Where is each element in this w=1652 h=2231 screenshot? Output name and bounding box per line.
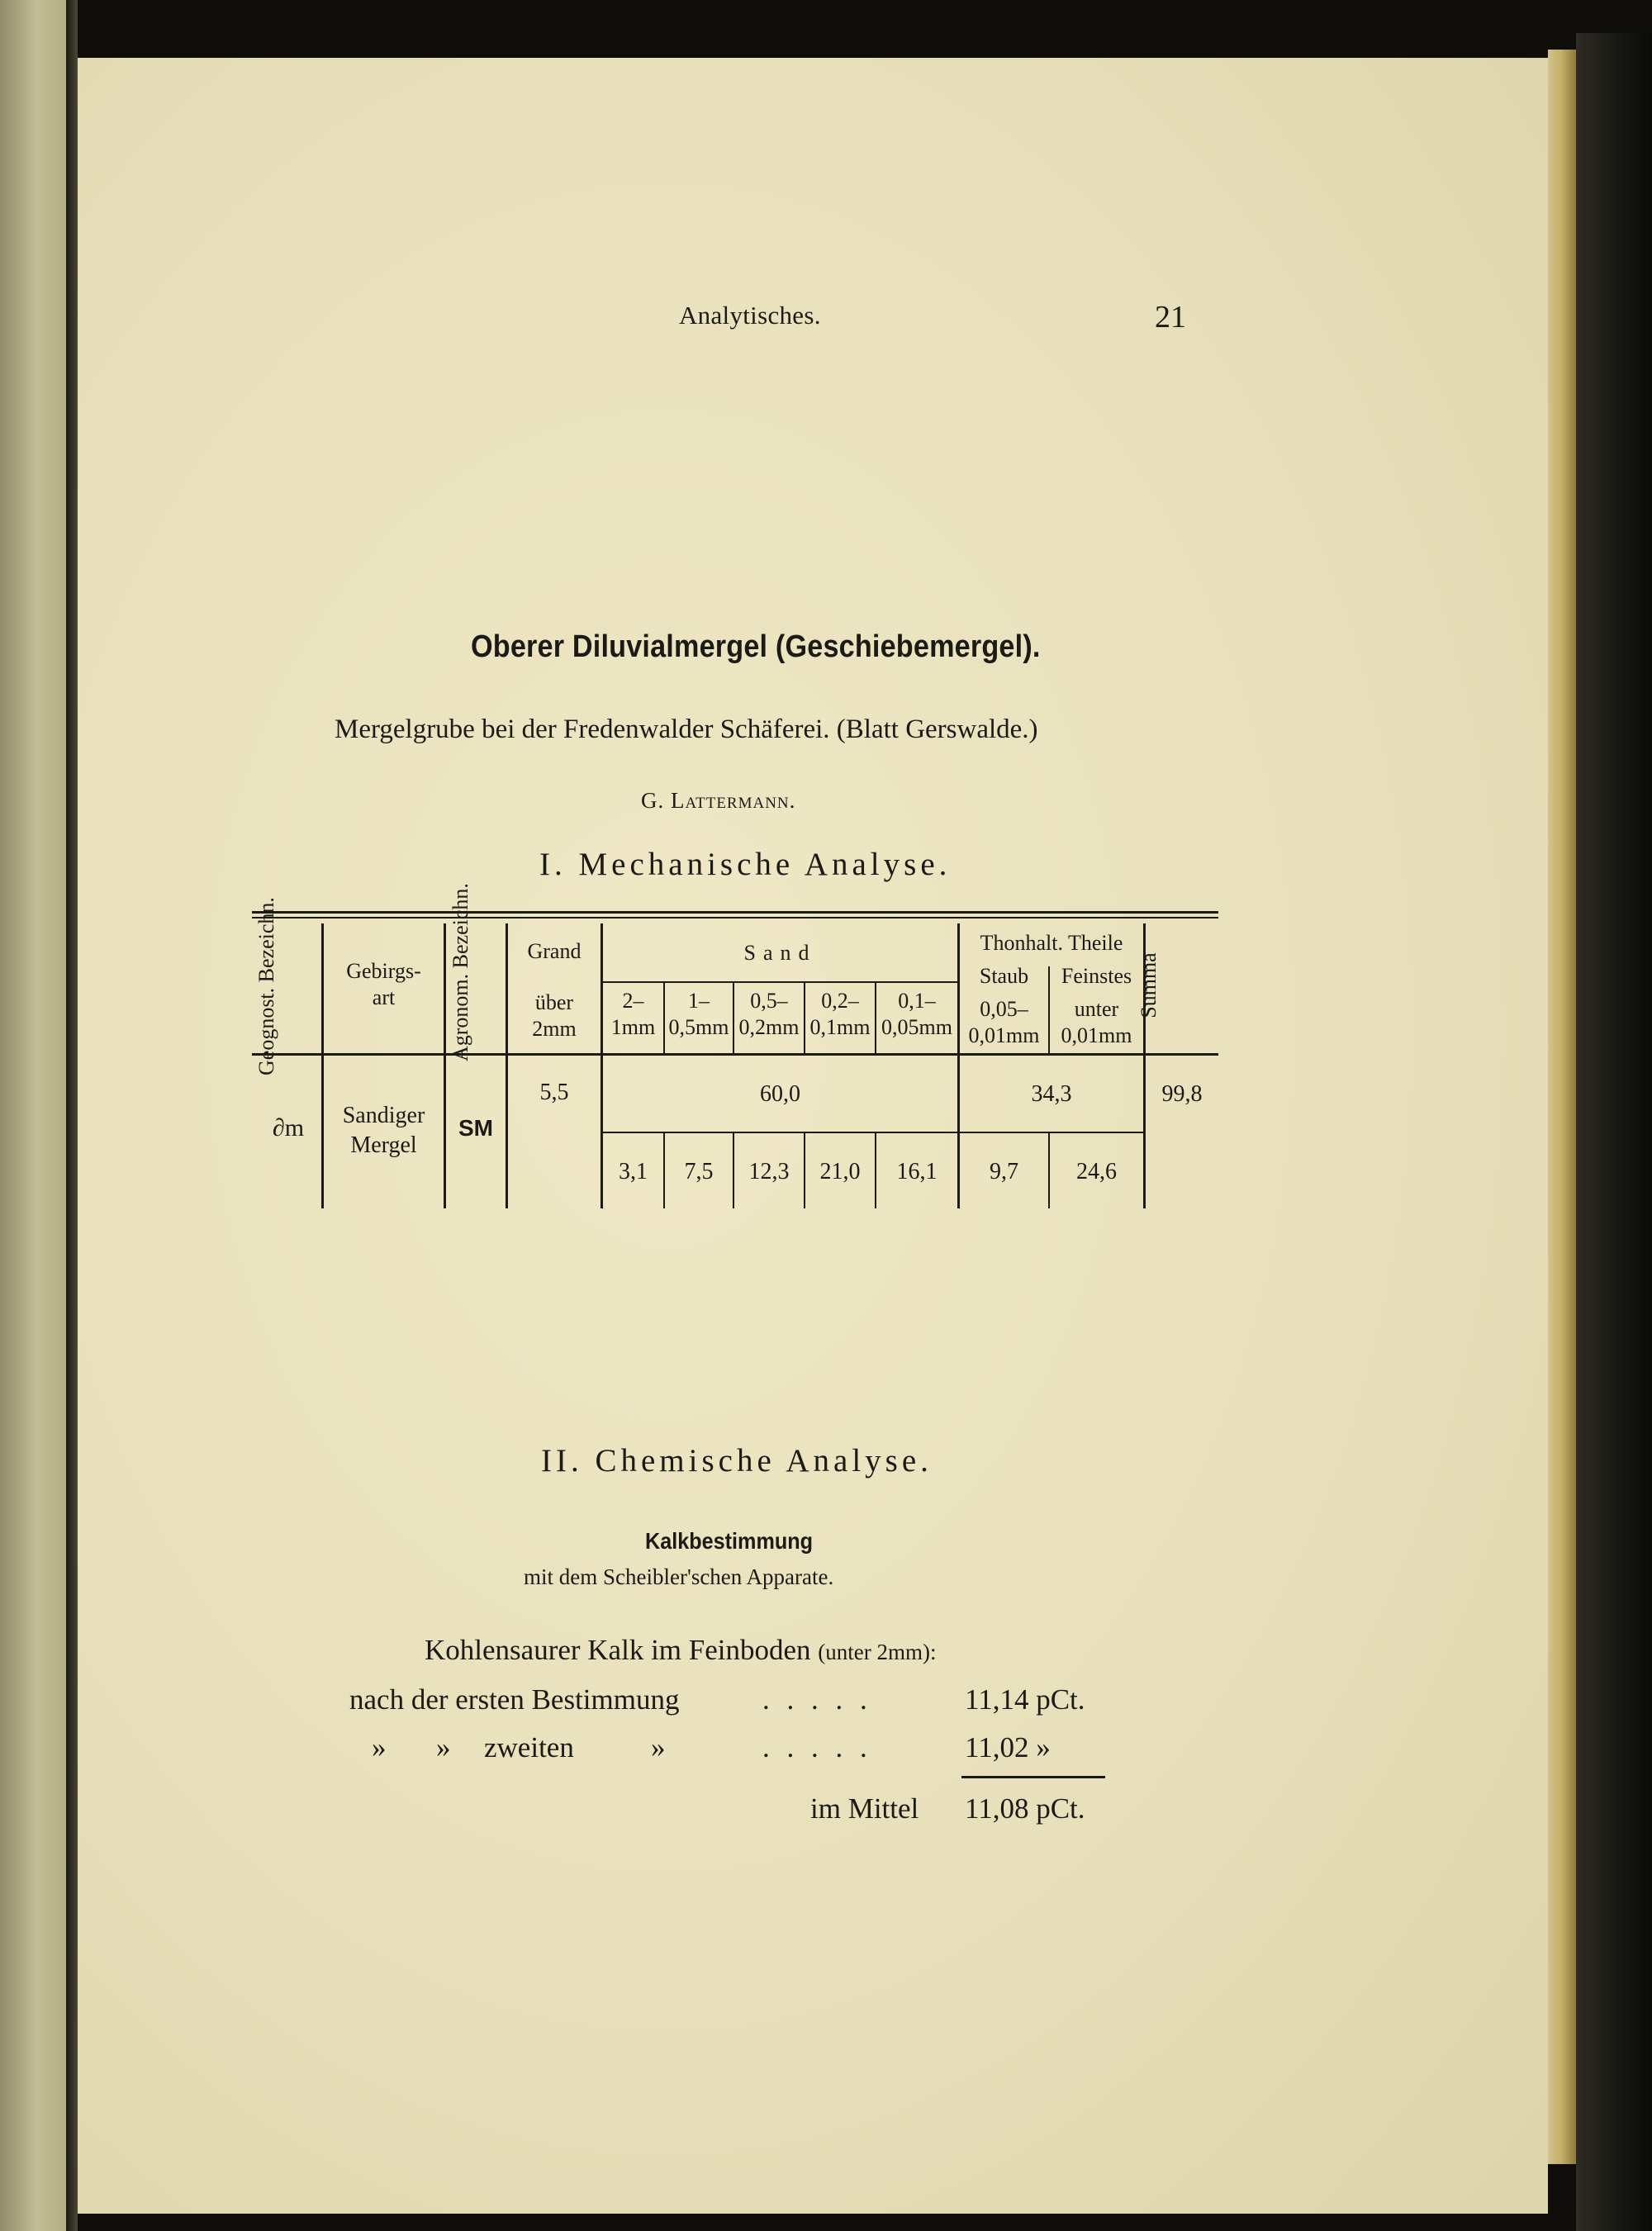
header-sand-sub: 0,2– 0,1mm: [809, 989, 871, 1039]
kalk-intro-main: Kohlensaurer Kalk im Feinboden: [425, 1634, 811, 1666]
header-sand: Sand: [743, 941, 817, 965]
header-summa: Summa: [1137, 952, 1161, 1018]
header-grand: Grand: [527, 939, 582, 963]
kalk-line1-dots: . . . . .: [762, 1683, 872, 1716]
cell-sand-value: 16,1: [896, 1159, 938, 1184]
header-thonhalt: Thonhalt. Theile: [980, 931, 1123, 955]
kalk-line2-ditto: »: [372, 1731, 387, 1763]
header-agronom: Agronom. Bezeichn.: [449, 883, 472, 1061]
cell-agronom: SM: [458, 1115, 493, 1141]
page-subtitle: Mergelgrube bei der Fredenwalder Schäferei. (Blatt Gerswalde.): [335, 714, 1038, 744]
page-stack-edge: [1548, 50, 1576, 2164]
kalk-line2-dots: . . . . .: [762, 1731, 872, 1763]
sum-rule: [961, 1776, 1105, 1778]
left-page-edge: [0, 0, 66, 2231]
thonhalt-values-rule: [957, 1132, 1143, 1133]
kalk-line1-label: nach der ersten Bestimmung: [349, 1683, 680, 1716]
header-grand-sub: über 2mm: [532, 990, 577, 1041]
cell-staub: 9,7: [990, 1159, 1018, 1184]
book-cover-edge: [1576, 33, 1652, 2231]
cell-sand-value: 7,5: [684, 1159, 714, 1184]
kalk-line2-ditto: »: [651, 1731, 666, 1763]
kalk-intro-paren: (unter 2mm):: [818, 1640, 937, 1664]
sand-values-rule: [601, 1132, 957, 1133]
column-divider: [506, 923, 508, 1208]
cell-sand-value: 12,3: [748, 1159, 790, 1184]
book-gutter: [66, 0, 78, 2231]
column-divider: [444, 923, 446, 1208]
cell-sand-value: 21,0: [819, 1159, 861, 1184]
page-title: Oberer Diluvialmergel (Geschiebemergel).: [471, 629, 1041, 664]
header-sand-sub: 1– 0,5mm: [668, 989, 729, 1039]
header-geognost: Geognost. Bezeichn.: [254, 897, 278, 1075]
cell-grand: 5,5: [539, 1080, 569, 1105]
cell-sand-total: 60,0: [760, 1081, 800, 1107]
header-sand-sub: 0,1– 0,05mm: [881, 989, 952, 1039]
header-sand-sub: 2– 1mm: [610, 989, 656, 1039]
running-head: Analytisches.: [679, 301, 821, 330]
kalk-subheading: mit dem Scheibler'schen Apparate.: [524, 1564, 834, 1589]
kalk-intro: [425, 1634, 937, 1667]
kalk-heading: Kalkbestimmung: [645, 1528, 814, 1554]
cell-sand-value: 3,1: [619, 1159, 648, 1184]
cell-thonhalt-total: 34,3: [1031, 1081, 1072, 1107]
cell-summa: 99,8: [1161, 1081, 1203, 1107]
kalk-line2-value: 11,02 »: [965, 1731, 1051, 1763]
page-number: 21: [1155, 300, 1186, 335]
header-staub: Staub: [979, 964, 1029, 988]
author: G. Lattermann.: [641, 788, 796, 813]
header-feinstes: Feinstes: [1061, 964, 1132, 988]
table-header-rule: [252, 1053, 1218, 1056]
table-top-rule-thin: [252, 917, 1218, 919]
kalk-mean-value: 11,08 pCt.: [965, 1792, 1085, 1825]
sand-sub-rule: [601, 981, 957, 983]
kalk-line2-word: zweiten: [484, 1731, 574, 1763]
kalk-line1-value: 11,14 pCt.: [965, 1683, 1085, 1716]
section-heading-chemical: II. Chemische Analyse.: [541, 1443, 933, 1479]
kalk-line2-ditto: »: [436, 1731, 451, 1763]
cell-feinstes: 24,6: [1076, 1159, 1117, 1184]
kalk-mean-label: im Mittel: [810, 1792, 919, 1825]
header-feinstes-sub: unter 0,01mm: [1061, 997, 1132, 1047]
header-staub-sub: 0,05– 0,01mm: [968, 997, 1040, 1047]
section-heading-mechanical: I. Mechanische Analyse.: [539, 847, 952, 882]
cell-geognost: ∂m: [272, 1114, 305, 1142]
header-gebirgsart: Gebirgs- art: [346, 959, 421, 1009]
header-sand-sub: 0,5– 0,2mm: [738, 989, 800, 1039]
table-top-rule: [252, 911, 1218, 914]
cell-gebirgsart: Sandiger Mergel: [342, 1103, 425, 1158]
